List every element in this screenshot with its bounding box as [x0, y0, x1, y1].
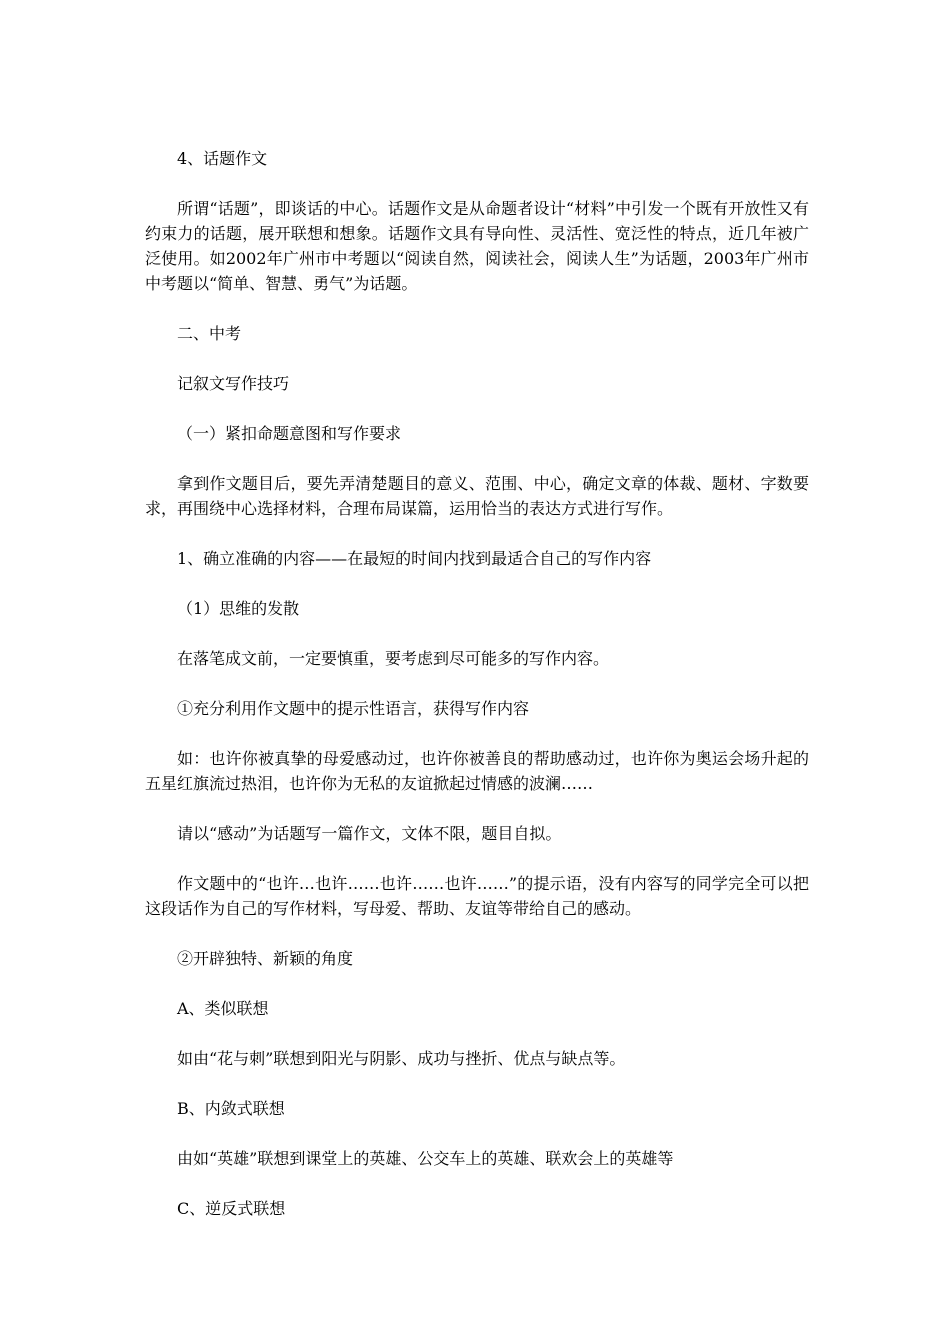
paragraph-topic-definition: 所谓“话题”，即谈话的中心。话题作文是从命题者设计“材料”中引发一个既有开放性又有约束力的话题，展开联想和想象。话题作文具有导向性、灵活性、宽泛性的特点，近几年被广泛使用。如2002年广州市中考题以“阅读自然，阅读社会，阅读人生”为话题，2003年广州市中考题以“简单、智慧、勇气”为话题。 — [145, 199, 809, 293]
paragraph-topic-instruction: 请以“感动”为话题写一篇作文，文体不限，题目自拟。 — [177, 824, 562, 843]
list-item-similar-association: A、类似联想 — [177, 999, 269, 1018]
list-item-convergent-association: B、内敛式联想 — [177, 1099, 285, 1118]
paragraph-convergent-example: 由如“英雄”联想到课堂上的英雄、公交车上的英雄、联欢会上的英雄等 — [177, 1149, 674, 1168]
list-item-reverse-association: C、逆反式联想 — [177, 1199, 286, 1218]
list-item-establish-content: 1、确立准确的内容——在最短的时间内找到最适合自己的写作内容 — [177, 549, 652, 568]
list-item-use-prompts: ①充分利用作文题中的提示性语言，获得写作内容 — [177, 699, 530, 718]
subheading-narrative-skills: 记叙文写作技巧 — [177, 374, 290, 393]
section-heading-zhongkao: 二、中考 — [177, 324, 242, 343]
document-body — [145, 146, 809, 1246]
paragraph-similar-example: 如由“花与刺”联想到阳光与阴影、成功与挫折、优点与缺点等。 — [177, 1049, 626, 1068]
section-heading-topic-essay: 4、话题作文 — [177, 149, 268, 168]
paragraph-example-prompt: 如：也许你被真挚的母爱感动过，也许你被善良的帮助感动过，也许你为奥运会场升起的五星红旗流过热泪，也许你为无私的友谊掀起过情感的波澜…… — [145, 749, 809, 793]
paragraph-before-writing: 在落笔成文前，一定要慎重，要考虑到尽可能多的写作内容。 — [177, 649, 610, 668]
paragraph-prompt-explanation: 作文题中的“也许…也许……也许……也许……”的提示语，没有内容写的同学完全可以把这段话作为自己的写作材料，写母爱、帮助、友谊等带给自己的感动。 — [145, 874, 809, 918]
list-item-novel-angle: ②开辟独特、新颖的角度 — [177, 949, 354, 968]
paragraph-approach: 拿到作文题目后，要先弄清楚题目的意义、范围、中心，确定文章的体裁、题材、字数要求，再围绕中心选择材料，合理布局谋篇，运用恰当的表达方式进行写作。 — [145, 474, 809, 518]
list-item-divergent-thinking: （1）思维的发散 — [177, 599, 300, 618]
subheading-intent-requirements: （一）紧扣命题意图和写作要求 — [177, 424, 402, 443]
